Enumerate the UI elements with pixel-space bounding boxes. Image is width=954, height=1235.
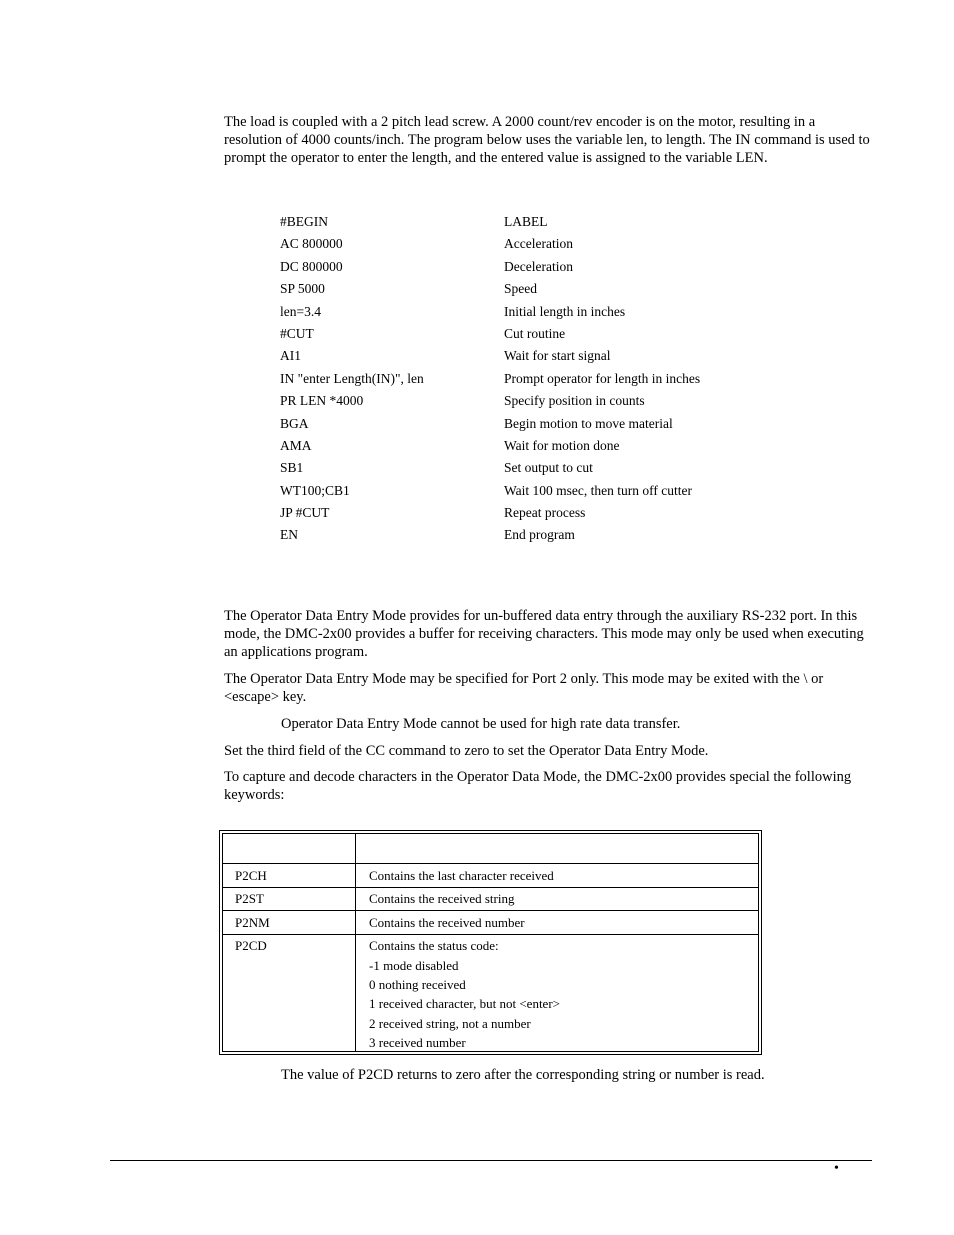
keyword-name: P2CH <box>235 868 267 883</box>
program-command: DC 800000 <box>280 258 343 274</box>
keywords-table <box>219 830 762 1055</box>
program-line <box>280 415 780 437</box>
program-comment: Begin motion to move material <box>504 415 673 431</box>
program-comment: Cut routine <box>504 325 566 341</box>
program-line <box>280 482 780 504</box>
program-comment: Initial length in inches <box>504 303 626 319</box>
p2cd-note: The value of P2CD returns to zero after the corresponding string or number is read. <box>281 1067 765 1083</box>
program-line <box>280 437 780 459</box>
program-line <box>280 392 780 414</box>
program-comment: Specify position in counts <box>504 393 645 409</box>
program-comment: Repeat process <box>504 505 586 521</box>
program-comment: Acceleration <box>504 236 573 252</box>
table-row-divider <box>223 910 758 911</box>
operator-mode-paragraph-3: Set the third field of the CC command to zero to set the Operator Data Entry Mode. <box>224 743 709 759</box>
program-line <box>280 526 780 548</box>
keyword-description: 2 received string, not a number <box>369 1016 531 1031</box>
program-command: #BEGIN <box>280 214 328 229</box>
program-listing <box>280 213 780 549</box>
program-line <box>280 459 780 481</box>
program-command: IN "enter Length(IN)", len <box>280 370 424 386</box>
program-line <box>280 235 780 257</box>
program-line <box>280 213 780 235</box>
operator-mode-paragraph-2: The Operator Data Entry Mode may be specified for Port 2 only. This mode may be exited with the \ or <escape> key. <box>224 671 824 705</box>
keyword-name: P2NM <box>235 915 270 930</box>
program-line <box>280 280 780 302</box>
program-command: SB1 <box>280 460 304 476</box>
operator-mode-paragraph-1: The Operator Data Entry Mode provides for un-buffered data entry through the auxiliary RS-232 port. In this mode, the DMC-2x00 provides a buffer for receiving characters. This mode may only be used when executing an applications program. <box>224 608 864 660</box>
keywords-table-grid <box>222 833 759 1052</box>
program-comment: Prompt operator for length in inches <box>504 370 701 386</box>
program-command: AI1 <box>280 348 301 364</box>
program-comment: Deceleration <box>504 258 573 274</box>
keyword-description: 1 received character, but not <enter> <box>369 996 560 1011</box>
program-comment: Speed <box>504 281 537 297</box>
keyword-description: 0 nothing received <box>369 977 466 992</box>
operator-mode-note: Operator Data Entry Mode cannot be used for high rate data transfer. <box>281 716 681 732</box>
program-command: EN <box>280 527 298 543</box>
keyword-name: P2ST <box>235 891 264 906</box>
keyword-description: -1 mode disabled <box>369 958 459 973</box>
footer-rule <box>110 1160 872 1161</box>
program-comment: Set output to cut <box>504 460 593 476</box>
table-row-divider <box>223 934 758 935</box>
program-line <box>280 370 780 392</box>
program-line <box>280 504 780 526</box>
program-line <box>280 303 780 325</box>
intro-paragraph: The load is coupled with a 2 pitch lead screw. A 2000 count/rev encoder is on the motor, resulting in a resolution of 4000 counts/inch. The program below uses the variable len, to length. The IN command is used to prompt the operator to enter the length, and the entered value is assigned to the variable LEN. <box>224 114 870 166</box>
program-command: SP 5000 <box>280 281 325 297</box>
keyword-name: P2CD <box>235 938 267 953</box>
table-column-divider <box>355 834 356 1051</box>
program-comment: End program <box>504 527 575 543</box>
keyword-description: Contains the received string <box>369 891 515 906</box>
program-command: JP #CUT <box>280 505 330 521</box>
program-comment: Wait for motion done <box>504 437 620 453</box>
keyword-description: Contains the received number <box>369 915 525 930</box>
program-command: #CUT <box>280 325 314 341</box>
table-row-divider <box>223 887 758 888</box>
program-line <box>280 325 780 347</box>
keyword-description: Contains the last character received <box>369 868 554 883</box>
program-comment: LABEL <box>504 214 548 229</box>
keyword-description: Contains the status code: <box>369 938 499 953</box>
table-row-divider <box>223 863 758 864</box>
program-command: AC 800000 <box>280 236 343 252</box>
footer-bullet: • <box>834 1161 839 1176</box>
program-line <box>280 347 780 369</box>
program-command: len=3.4 <box>280 303 321 319</box>
program-comment: Wait 100 msec, then turn off cutter <box>504 482 692 498</box>
keyword-description: 3 received number <box>369 1035 466 1050</box>
program-command: AMA <box>280 437 312 453</box>
program-line <box>280 258 780 280</box>
operator-mode-paragraph-4: To capture and decode characters in the Operator Data Mode, the DMC-2x00 provides special the following keywords: <box>224 769 852 803</box>
program-command: PR LEN *4000 <box>280 393 364 409</box>
program-command: BGA <box>280 415 309 431</box>
program-comment: Wait for start signal <box>504 348 611 364</box>
program-command: WT100;CB1 <box>280 482 350 498</box>
